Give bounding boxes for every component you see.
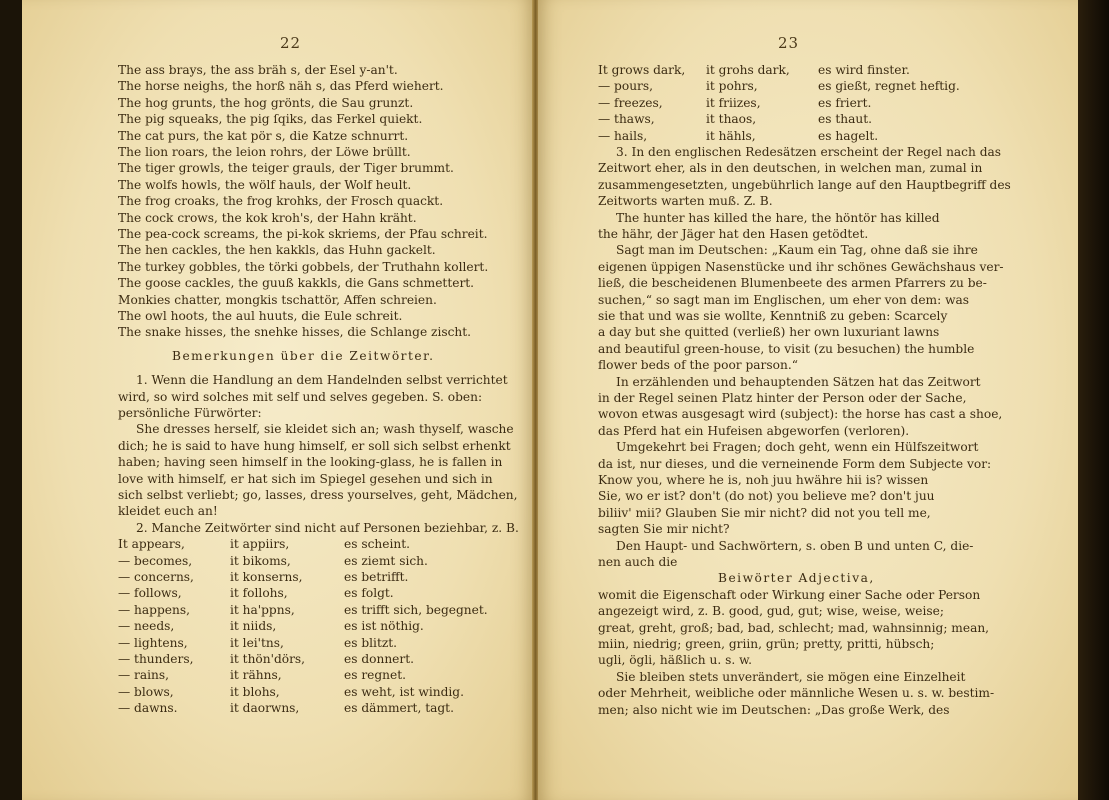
verb-table-cell: es donnert.	[344, 652, 414, 666]
paragraph-line: suchen,“ so sagt man im Englischen, um eher von dem: was	[598, 292, 970, 307]
animal-sound-line: The snake hisses, the snehke hisses, die Schlange zischt.	[118, 325, 472, 340]
paragraph-line: angezeigt wird, z. B. good, gud, gut; wise, weise, weise;	[598, 604, 944, 619]
paragraph-line: in der Regel seinen Platz hinter der Person oder der Sache,	[598, 391, 967, 405]
verb-table-cell: — becomes,	[118, 553, 193, 568]
paragraph-line: Umgekehrt bei Fragen; doch geht, wenn ein Hülfszeitwort	[616, 440, 979, 455]
verb-table-cell: es hagelt.	[818, 128, 879, 143]
paragraph-line: kleidet euch an!	[118, 504, 218, 519]
paragraph-line: nen auch die	[598, 555, 678, 569]
verb-table-cell: es friert.	[818, 95, 872, 110]
verb-table-cell: it follohs,	[230, 586, 288, 601]
verb-table-cell: — happens,	[118, 602, 190, 617]
verb-table-cell: it konserns,	[230, 570, 303, 584]
verb-table-cell: es ziemt sich.	[344, 553, 428, 568]
animal-sound-line: The tiger growls, the teiger grauls, der Tiger brummt.	[118, 161, 454, 176]
paragraph-line: 3. In den englischen Redesätzen erscheint der Regel nach das	[616, 145, 1002, 159]
book-edge-shadow	[1078, 0, 1109, 800]
paragraph-line: the hähr, der Jäger hat den Hasen getödtet.	[598, 227, 869, 241]
paragraph-line: ließ, die bescheidenen Blumenbeete des armen Pfarrers zu be-	[598, 276, 987, 291]
paragraph-line: love with himself, er hat sich im Spiegel gesehen und sich in	[118, 471, 493, 486]
verb-table-cell: it niids,	[230, 619, 277, 634]
verb-table-cell: it grohs dark,	[706, 63, 790, 77]
verb-table-cell: — concerns,	[118, 570, 194, 584]
verb-table-cell: — follows,	[118, 586, 182, 601]
verb-table-cell: it pohrs,	[706, 79, 758, 94]
verb-table-cell: it bikoms,	[230, 553, 291, 568]
animal-sound-line: Monkies chatter, mongkis tschattör, Affen schreien.	[118, 292, 437, 307]
section-heading: Bemerkungen über die Zeitwörter.	[172, 348, 435, 363]
animal-sound-line: The horse neighs, the horß näh s, das Pferd wiehert.	[118, 79, 444, 94]
paragraph-line: wovon etwas ausgesagt wird (subject): the horse has cast a shoe,	[598, 407, 1003, 422]
paragraph-line: and beautiful green-house, to visit (zu besuchen) the humble	[598, 341, 975, 356]
animal-sound-line: The owl hoots, the aul huuts, die Eule schreit.	[118, 309, 403, 323]
paragraph-line: Sie, wo er ist? don't (do not) you believe me? don't juu	[598, 489, 935, 504]
verb-table-cell: es regnet.	[344, 668, 407, 683]
paragraph-line: sich selbst verliebt; go, lasses, dress yourselves, geht, Mädchen,	[118, 488, 518, 502]
paragraph-line: Zeitwort eher, als in den deutschen, in welchen man, zumal in	[598, 161, 983, 176]
verb-table-cell: it thaos,	[706, 112, 757, 127]
verb-table-cell: It grows dark,	[598, 63, 686, 77]
verb-table-cell: — hails,	[598, 128, 648, 143]
paragraph-line: She dresses herself, sie kleidet sich an; wash thyself, wasche	[136, 422, 514, 437]
paragraph-line: 2. Manche Zeitwörter sind nicht auf Personen beziehbar, z. B.	[136, 520, 519, 535]
paragraph-line: men; also nicht wie im Deutschen: „Das große Werk, des	[598, 702, 950, 717]
verb-table-cell: — pours,	[598, 79, 654, 94]
animal-sound-line: The ass brays, the ass bräh s, der Esel y-an't.	[118, 63, 398, 77]
animal-sound-line: The lion roars, the leion rohrs, der Löwe brüllt.	[118, 145, 411, 159]
verb-table-cell: — blows,	[118, 684, 174, 699]
verb-table-cell: — freezes,	[598, 95, 663, 110]
animal-sound-line: The turkey gobbles, the törki gobbels, der Truthahn kollert.	[118, 259, 489, 274]
paragraph-line: das Pferd hat ein Hufeisen abgeworfen (verloren).	[598, 423, 910, 438]
animal-sound-line: The pig squeaks, the pig ſqiks, das Ferkel quiekt.	[118, 112, 423, 127]
verb-table-cell: es betrifft.	[344, 570, 409, 584]
paragraph-line: persönliche Fürwörter:	[118, 406, 262, 420]
left-page	[22, 0, 534, 800]
verb-table-cell: it friizes,	[706, 95, 761, 110]
verb-table-cell: es dämmert, tagt.	[344, 701, 454, 716]
paragraph-line: dich; he is said to have hung himself, er soll sich selbst erhenkt	[118, 438, 511, 453]
verb-table-cell: — lightens,	[118, 635, 188, 650]
paragraph-line: Know you, where he is, noh juu hwähre hii is? wissen	[598, 473, 929, 487]
paragraph-line: a day but she quitted (verließ) her own luxuriant lawns	[598, 325, 940, 340]
paragraph-line: sie that und was sie wollte, Kenntniß zu geben: Scarcely	[598, 309, 948, 323]
animal-sound-line: The pea-cock screams, the pi-kok skriems, der Pfau schreit.	[118, 227, 488, 241]
page-number: 23	[778, 34, 800, 52]
paragraph-line: zusammengesetzten, ungebührlich lange auf den Hauptbegriff des	[598, 177, 1011, 192]
verb-table-cell: es blitzt.	[344, 635, 398, 650]
animal-sound-line: The hen cackles, the hen kakkls, das Huhn gackelt.	[118, 243, 436, 258]
verb-table-cell: es wird finster.	[818, 63, 910, 77]
verb-table-cell: es trifft sich, begegnet.	[344, 602, 488, 617]
verb-table-cell: — rains,	[118, 668, 170, 683]
verb-table-cell: — dawns.	[118, 701, 178, 716]
verb-table-cell: It appears,	[118, 537, 185, 552]
paragraph-line: Sie bleiben stets unverändert, sie mögen eine Einzelheit	[616, 669, 966, 684]
paragraph-line: haben; having seen himself in the looking-glass, he is fallen in	[118, 455, 503, 470]
paragraph-line: great, greht, groß; bad, bad, schlecht; mad, wahnsinnig; mean,	[598, 620, 990, 635]
paragraph-line: sagten Sie mir nicht?	[598, 522, 730, 537]
verb-table-cell: it rähns,	[230, 668, 282, 683]
paragraph-line: wird, so wird solches mit self und selves gegeben. S. oben:	[118, 389, 483, 404]
verb-table-cell: es weht, ist windig.	[344, 684, 464, 699]
verb-table-cell: it hähls,	[706, 128, 756, 143]
verb-table-cell: it blohs,	[230, 684, 280, 699]
verb-table-cell: es thaut.	[818, 112, 872, 127]
paragraph-line: da ist, nur dieses, und die verneinende Form dem Subjecte vor:	[598, 456, 992, 471]
section-heading: Beiwörter Adjectiva,	[718, 571, 875, 586]
paragraph-line: In erzählenden und behauptenden Sätzen hat das Zeitwort	[616, 374, 981, 389]
verb-table-cell: — needs,	[118, 619, 175, 634]
verb-table-cell: — thunders,	[118, 652, 194, 666]
verb-table-cell: — thaws,	[598, 112, 655, 127]
verb-table-cell: it lei'tns,	[230, 635, 284, 650]
paragraph-line: flower beds of the poor parson.“	[598, 358, 798, 373]
page-number: 22	[280, 34, 302, 52]
animal-sound-line: The cock crows, the kok kroh's, der Hahn kräht.	[118, 210, 417, 225]
animal-sound-line: The frog croaks, the frog krohks, der Frosch quackt.	[118, 194, 444, 209]
verb-table-cell: es scheint.	[344, 537, 411, 552]
verb-table-cell: es folgt.	[344, 586, 394, 601]
verb-table-cell: it thön'dörs,	[230, 652, 306, 666]
paragraph-line: Den Haupt- und Sachwörtern, s. oben B und unten C, die-	[616, 538, 974, 553]
verb-table-cell: es gießt, regnet heftig.	[818, 79, 960, 94]
paragraph-line: miin, niedrig; green, griin, grün; pretty, pritti, hübsch;	[598, 637, 935, 651]
paragraph-line: Sagt man im Deutschen: „Kaum ein Tag, ohne daß sie ihre	[616, 243, 978, 258]
paragraph-line: The hunter has killed the hare, the höntör has killed	[616, 210, 940, 225]
animal-sound-line: The goose cackles, the guuß kakkls, die Gans schmettert.	[118, 276, 475, 291]
right-page	[538, 0, 1078, 800]
paragraph-line: eigenen üppigen Nasenstücke und ihr schönes Gewächshaus ver-	[598, 259, 1004, 274]
paragraph-line: 1. Wenn die Handlung an dem Handelnden selbst verrichtet	[136, 373, 508, 388]
verb-table-cell: it appiirs,	[230, 537, 290, 552]
paragraph-line: oder Mehrheit, weibliche oder männliche Wesen u. s. w. bestim-	[598, 686, 995, 701]
verb-table-cell: es ist nöthig.	[344, 619, 424, 634]
animal-sound-line: The wolfs howls, the wölf hauls, der Wolf heult.	[118, 177, 412, 192]
paragraph-line: Zeitworts warten muß. Z. B.	[598, 194, 773, 209]
animal-sound-line: The hog grunts, the hog grönts, die Sau grunzt.	[118, 95, 414, 110]
paragraph-line: biliiv' mii? Glauben Sie mir nicht? did not you tell me,	[598, 505, 931, 520]
paragraph-line: ugli, ögli, häßlich u. s. w.	[598, 653, 752, 668]
paragraph-line: womit die Eigenschaft oder Wirkung einer Sache oder Person	[598, 587, 981, 602]
verb-table-cell: it daorwns,	[230, 701, 300, 716]
animal-sound-line: The cat purs, the kat pör s, die Katze schnurrt.	[118, 128, 409, 143]
verb-table-cell: it ha'ppns,	[230, 602, 295, 617]
